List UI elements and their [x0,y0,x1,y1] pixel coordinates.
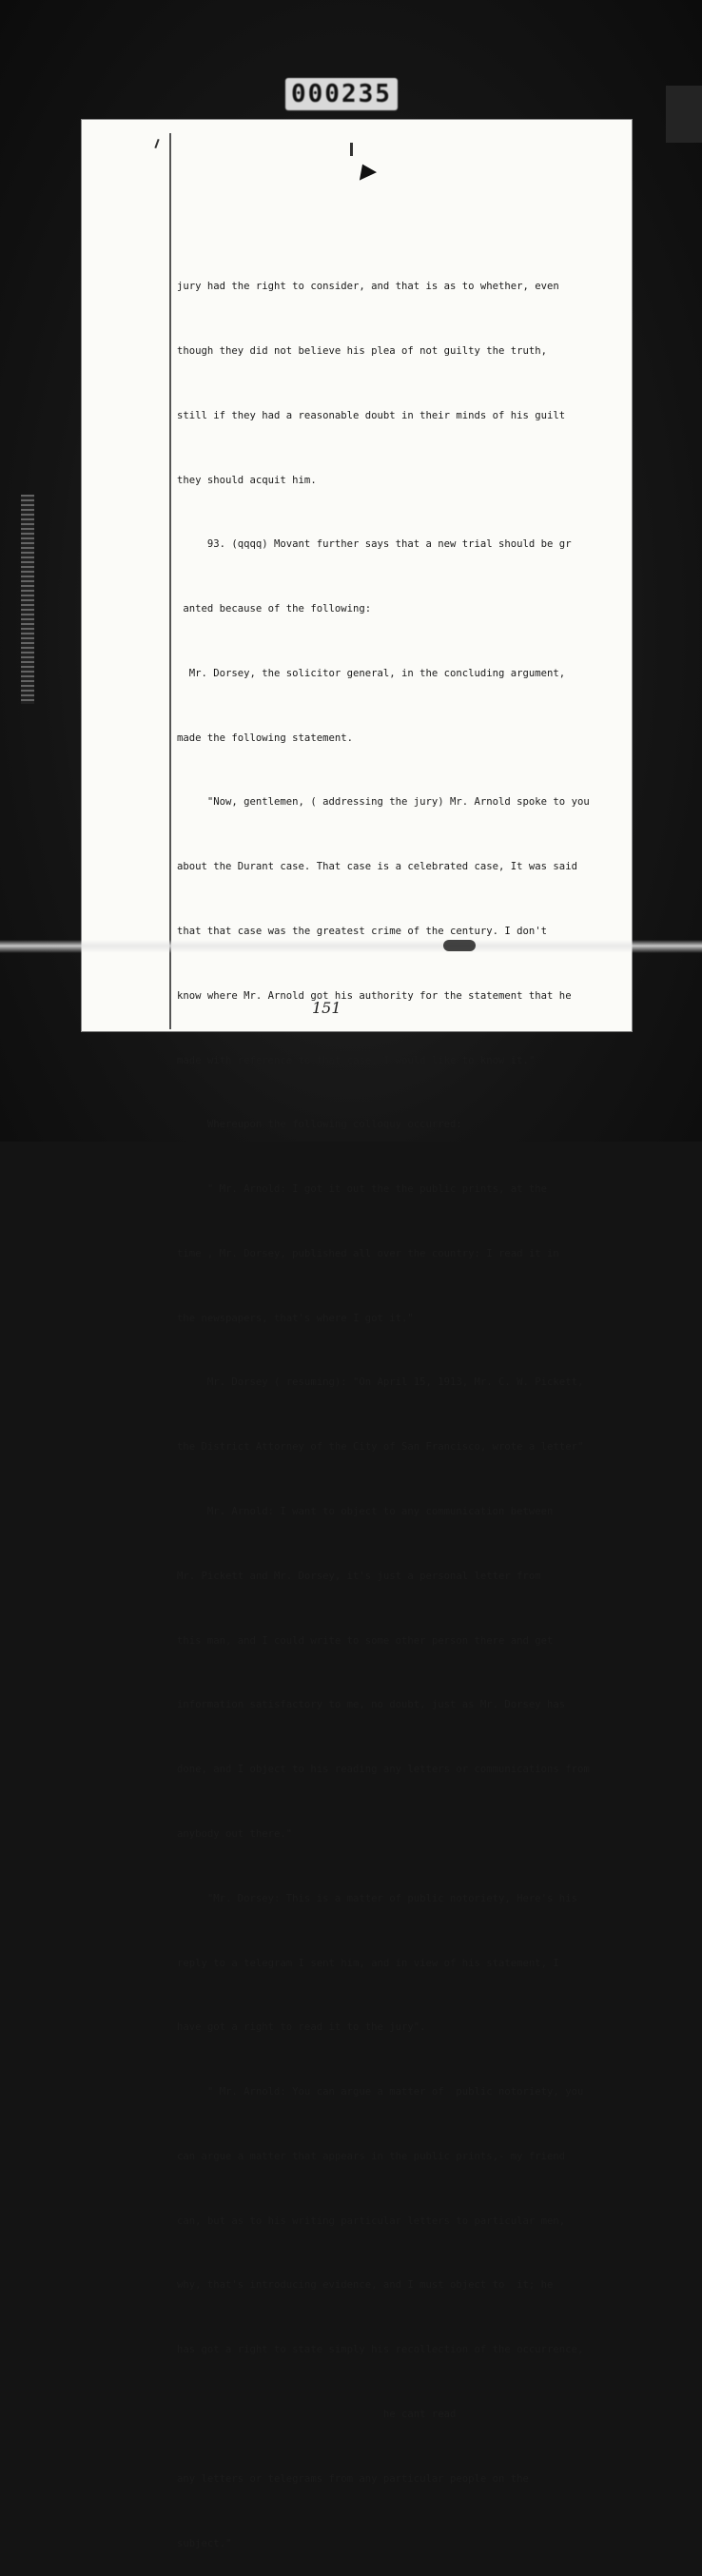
text-line: they should acquit him. [177,474,317,486]
text-line: done, and I object to his reading any letters or communications from [177,1764,590,1776]
text-line: Mr. Dorsey ( resuming): "On April 15, 1913, Mr. C. W. Pickett, [177,1376,584,1389]
text-line: "Now, gentlemen, ( addressing the jury) Mr. Arnold spoke to you [177,796,590,809]
text-line: he cant read [177,2408,457,2420]
text-line: Mr. Arnold: I want to object to any communication between [177,1506,554,1518]
text-line: " Mr. Arnold: You can argue a matter of public notoriety, you [177,2086,584,2098]
text-line: 93. (qqqq) Movant further says that a new trial should be gr [177,538,572,551]
text-line: why, that's introducing evidence, and I must object to it; he [177,2279,554,2292]
text-line: jury had the right to consider, and that is as to whether, even [177,281,559,293]
text-line: anybody out there." [177,1827,293,1840]
text-line: "Mr. Dorsey: This is a matter of public notoriety, Here's his [177,1892,577,1904]
text-line: Mr. Dorsey, the solicitor general, in the concluding argument, [177,667,566,679]
text-line: Mr. Pickett and Mr. Dorsey, it's just a personal letter from [177,1570,541,1582]
document-text [177,233,614,2576]
frame-number: 000235 [285,78,398,110]
text-line: anted because of the following: [177,603,372,615]
text-line: the newspapers, that's where I got it." [177,1312,414,1324]
text-line: any letters or telegrams from any particular people on the [177,2472,529,2485]
text-line: have got a right to read it to the jury". [177,2021,426,2034]
text-line: has got a right to state simply his recollection of the occurrence, [177,2344,584,2356]
page-bottom-edge [82,1031,632,1032]
text-line: the District Attorney of the City of San Francisco, wrote a letter" [177,1441,584,1454]
film-edge-noise-left [21,495,34,704]
text-line: time , Mr. Dorsey, published all over the country: I read it in [177,1247,559,1259]
text-line: reply to a telegram I sent him, and in view of his statement, I [177,1957,559,1969]
text-line: about the Durant case. That case is a celebrated case, It was said [177,861,577,873]
page-number: 151 [312,999,341,1017]
text-line: made the following statement. [177,732,353,744]
text-line: can, but as to his writing particular letters to particular men, [177,2215,566,2227]
pen-mark [350,143,353,156]
margin-rule [169,133,171,1029]
text-line: Whereupon the following colloquy occurred: [177,1119,462,1131]
text-line: subject." [177,2537,232,2549]
text-line: information satisfactory to me, no doubt, just as Mr. Dorsey has [177,1699,566,1711]
ink-blot [443,940,476,951]
text-line: though they did not believe his plea of not guilty the truth, [177,344,548,357]
text-line: know where Mr. Arnold got his authority for the statement that he [177,989,572,1002]
text-line: made with reference to that case. I would like to know it." [177,1054,536,1066]
film-edge-noise-right [666,86,702,143]
text-line: can argue a matter that appears in the public prints,- my friend [177,2150,566,2162]
text-line: this man, and I could write to some other person there and get [177,1634,554,1647]
text-line: " Mr. Arnold: I got it out the the public prints, at the [177,1183,548,1196]
scan-smudge-band [0,940,702,953]
text-line: that that case was the greatest crime of the century. I don't [177,926,548,937]
text-line: still if they had a reasonable doubt in their minds of his guilt [177,409,566,421]
